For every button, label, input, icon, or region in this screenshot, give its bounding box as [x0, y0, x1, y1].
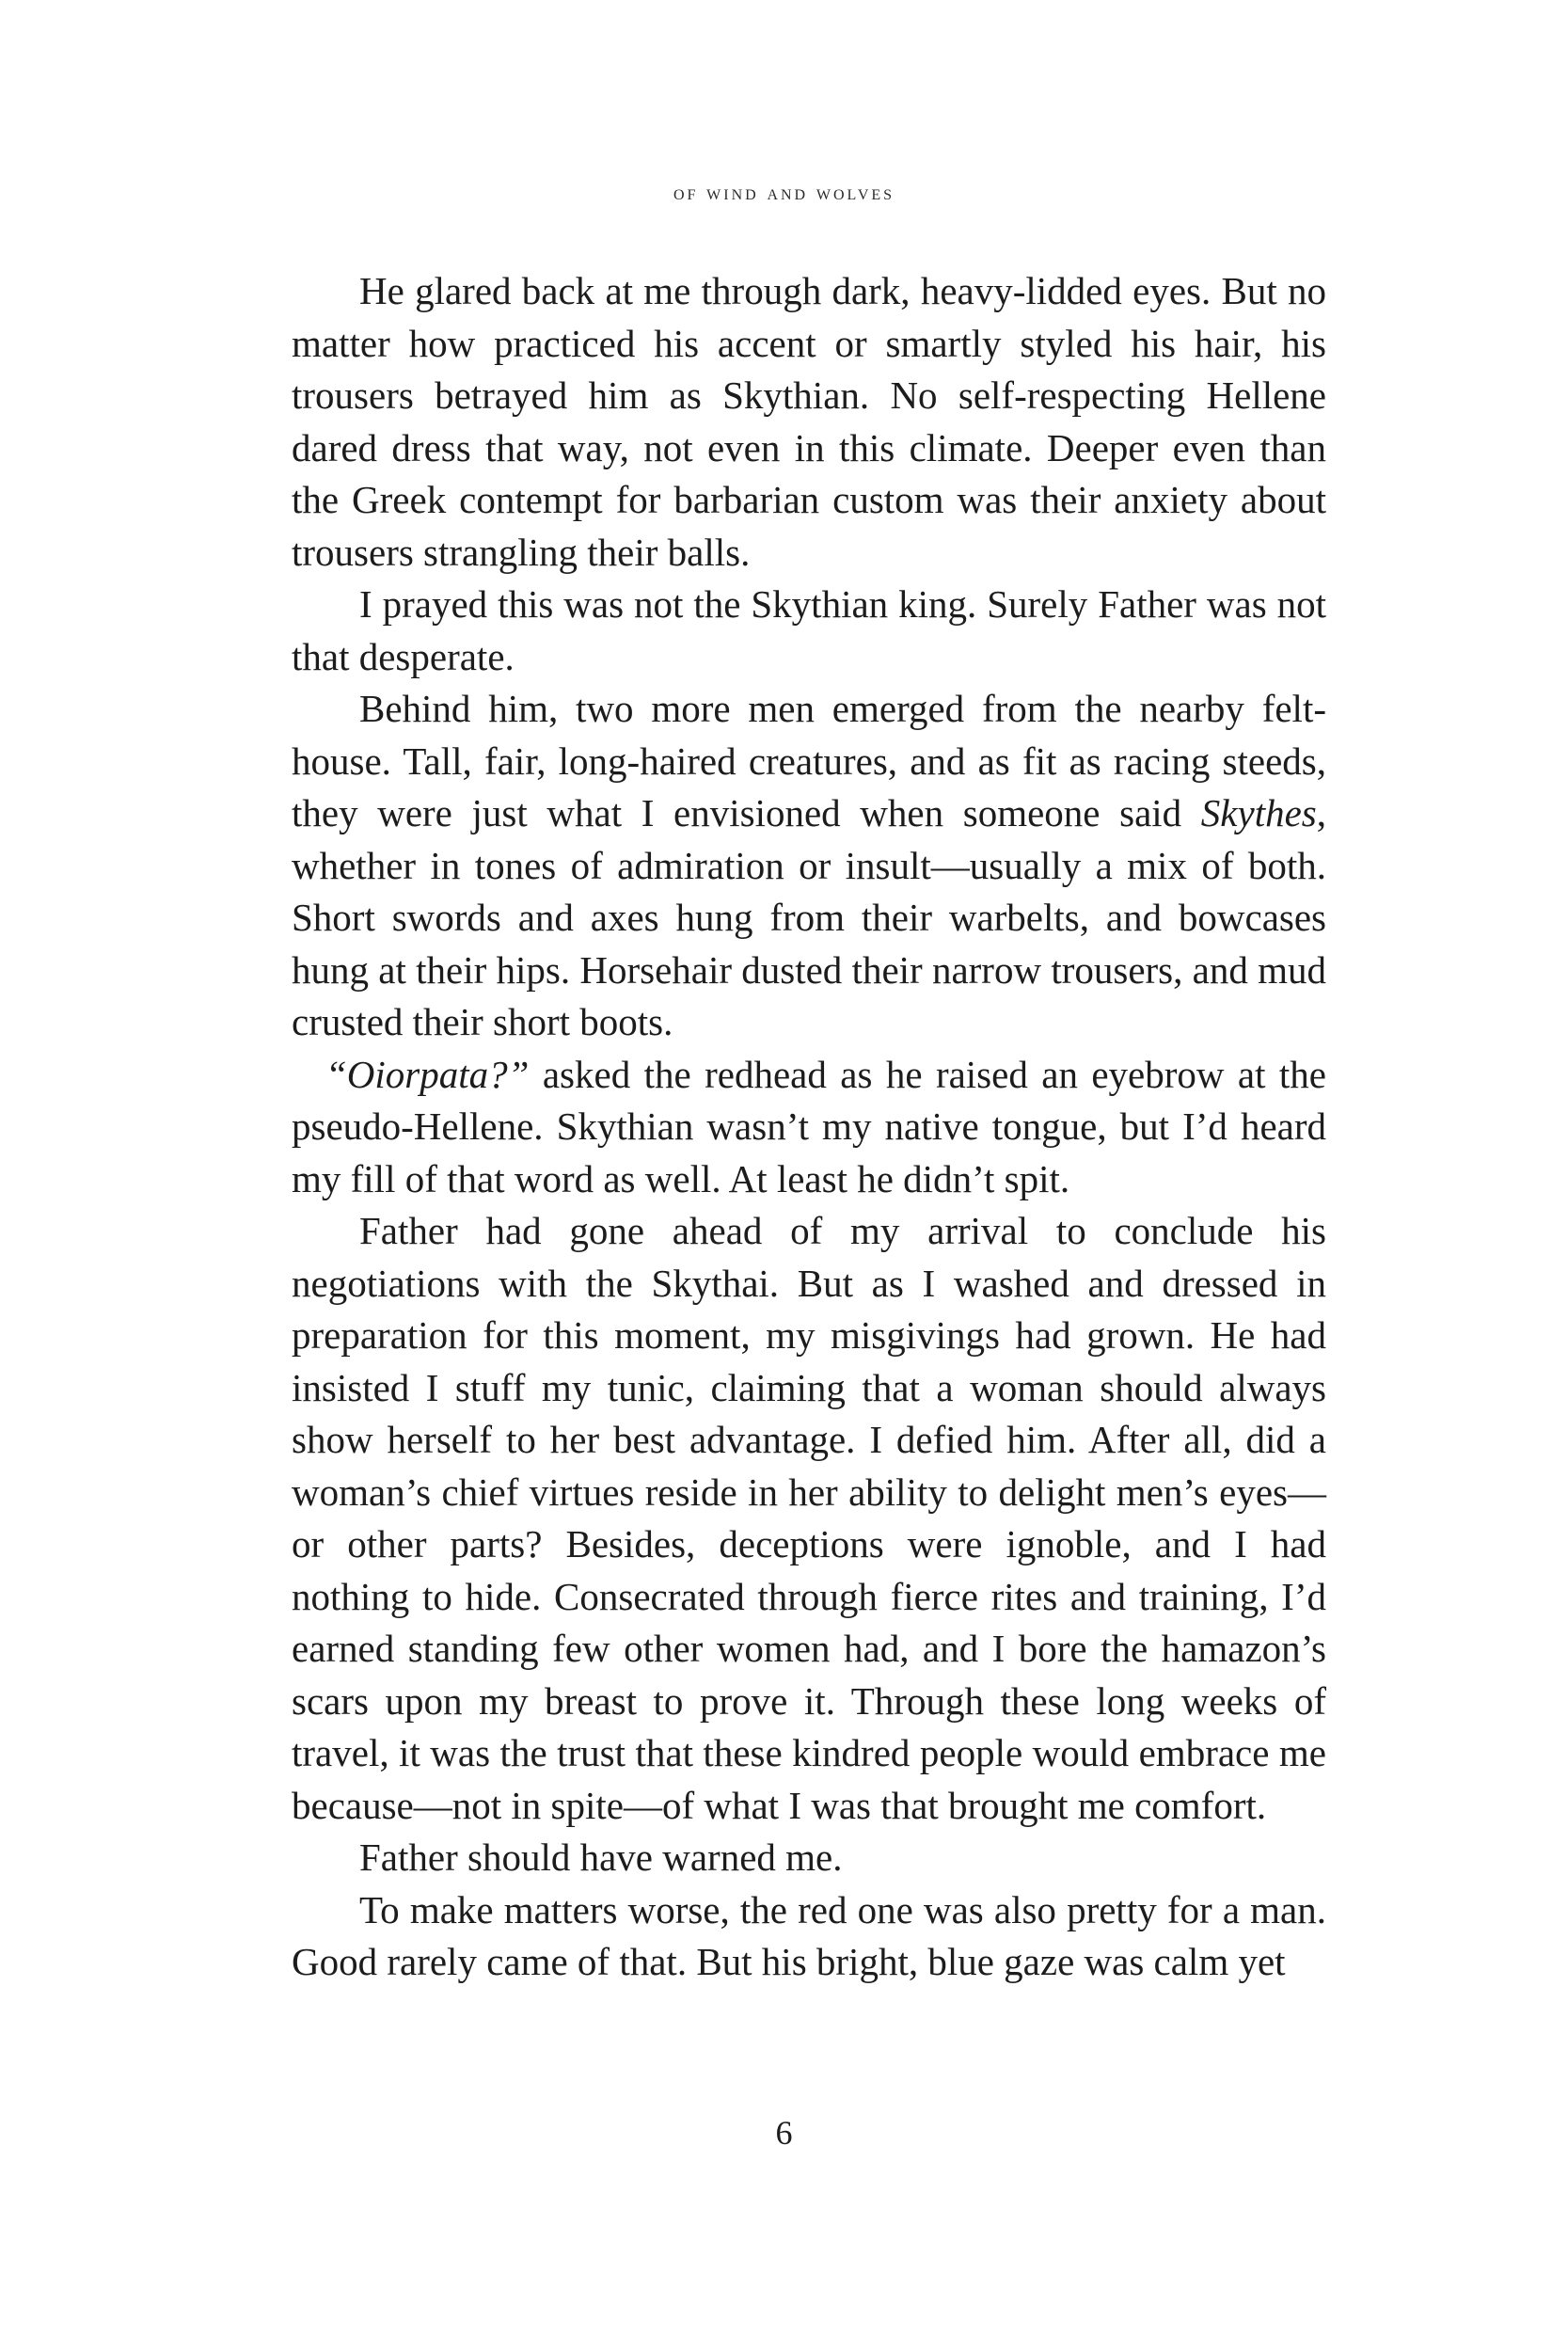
paragraph: [292, 1049, 1326, 1206]
page-number: 6: [775, 2114, 793, 2152]
paragraph-text: Behind him, two more men emerged from the nearby felt-house. Tall, fair, long-haired creatures, and as fit as racing steeds, they were just what I envisioned when someone said: [292, 687, 1326, 834]
paragraph: He glared back at me through dark, heavy-lidded eyes. But no matter how practiced his accent or smartly styled his hair, his trousers betrayed him as Skythian. No self-respecting Hellene dared dress that way, not even in this climate. Deeper even than the Greek contempt for barbarian custom was their anxiety about trousers strangling their balls.: [292, 269, 1326, 574]
italic-word-skythes: Skythes: [1200, 791, 1317, 834]
paragraph: Father should have warned me.: [359, 1836, 843, 1879]
body-text: [292, 265, 1326, 1989]
paragraph: [292, 683, 1326, 1049]
paragraph: Father had gone ahead of my arrival to conclude his negotiations with the Skythai. But as I washed and dressed in preparation for this moment, my misgivings had grown. He had insisted I stuff my tunic, claiming that a woman should always show herself to her best advantage. I defied him. After all, did a woman’s chief virtues reside in her ability to delight men’s eyes—or other parts? Besides, deceptions were ignoble, and I had nothing to hide. Consecrated through fierce rites and training, I’d earned standing few other women had, and I bore the hamazon’s scars upon my breast to prove it. Through these long weeks of travel, it was the trust that these kindred people would embrace me because—not in spite—of what I was that brought me comfort.: [292, 1209, 1326, 1827]
paragraph-text: asked the redhead as he raised an eyebrow at the pseudo-Hellene. Skythian wasn’t my native tongue, but I’d heard my fill of that word as well. At least he didn’t spit.: [292, 1052, 1326, 1200]
running-head: of wind and wolves: [673, 181, 895, 204]
paragraph: I prayed this was not the Skythian king. Surely Father was not that desperate.: [292, 582, 1326, 678]
italic-word-oiorpata: “Oiorpata?”: [325, 1052, 530, 1096]
paragraph: To make matters worse, the red one was also pretty for a man. Good rarely came of that. But his bright, blue gaze was calm yet: [292, 1887, 1326, 1983]
paragraph-text: , whether in tones of admiration or insult—usually a mix of both. Short swords and axes hung from their warbelts, and bowcases hung at their hips. Horsehair dusted their narrow trousers, and mud crusted their short boots.: [292, 791, 1326, 1043]
